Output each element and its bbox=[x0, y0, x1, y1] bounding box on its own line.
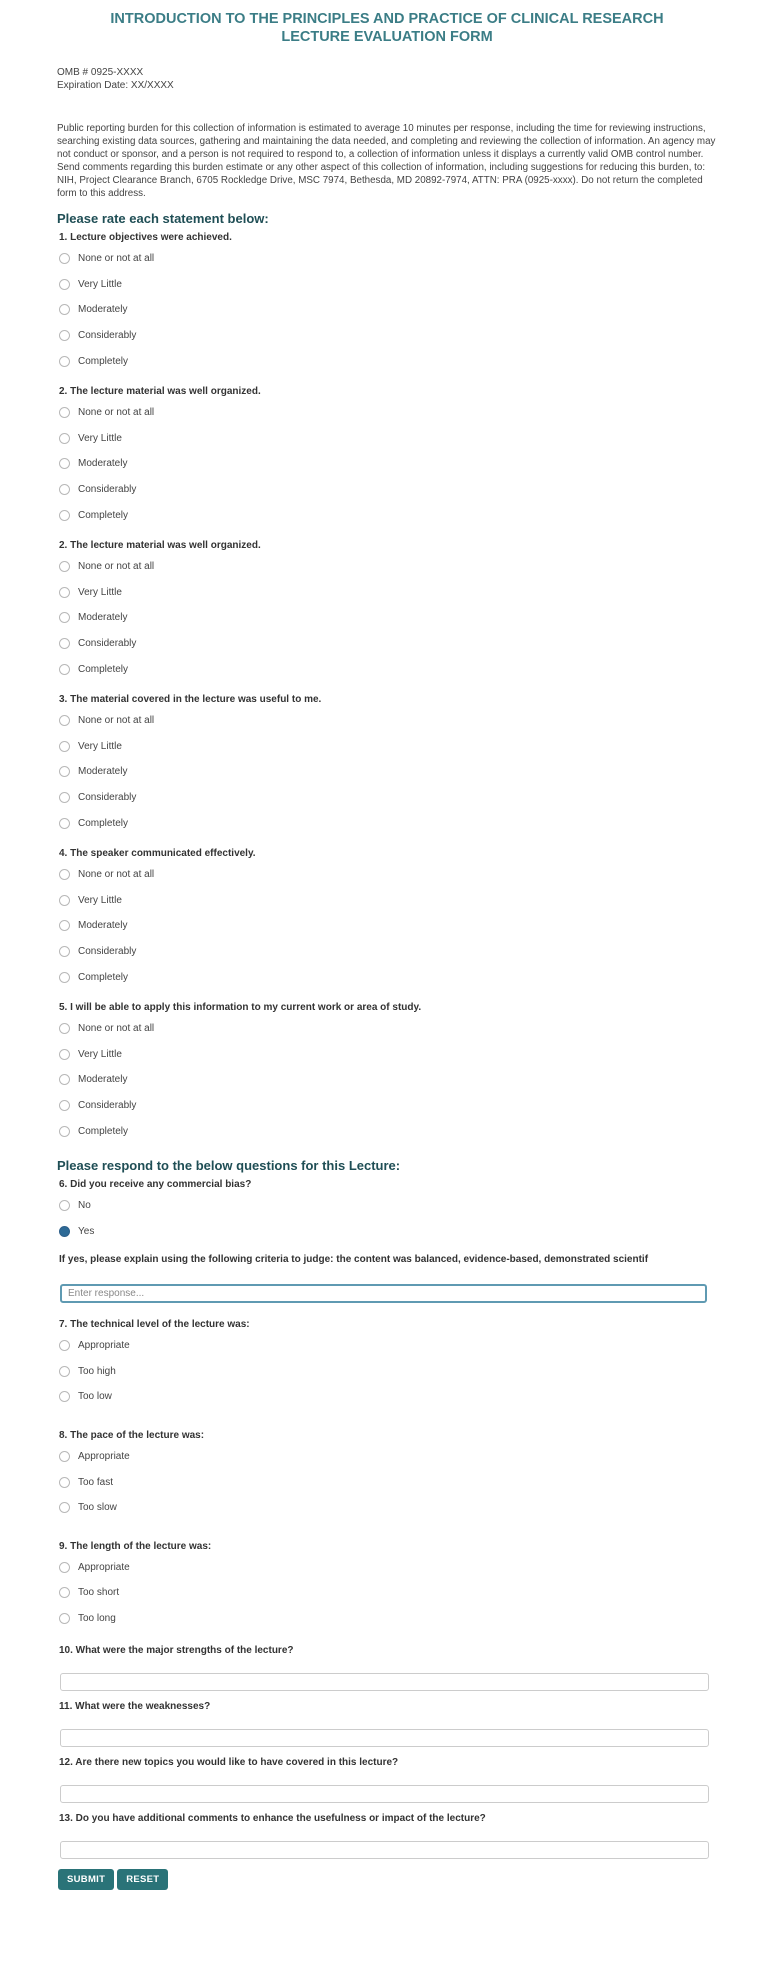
rating-option[interactable] bbox=[59, 272, 717, 298]
question-13 bbox=[59, 1811, 717, 1859]
radio-button[interactable] bbox=[59, 1340, 70, 1351]
rating-option[interactable] bbox=[59, 400, 717, 426]
rating-option-label: Considerably bbox=[78, 484, 137, 496]
rating-question-label: 1. Lecture objectives were achieved. bbox=[59, 232, 232, 243]
rating-option-label: Considerably bbox=[78, 791, 137, 803]
radio-button[interactable] bbox=[59, 458, 70, 469]
question-label: 11. What were the weaknesses? bbox=[59, 1701, 211, 1713]
rating-option[interactable] bbox=[59, 656, 717, 682]
answer-input-12[interactable] bbox=[60, 1785, 709, 1803]
rating-option[interactable] bbox=[59, 323, 717, 349]
radio-option[interactable] bbox=[59, 1359, 717, 1385]
rating-question bbox=[59, 692, 717, 836]
question-6 bbox=[59, 1177, 717, 1303]
radio-option-label: Yes bbox=[78, 1225, 95, 1237]
rating-option[interactable] bbox=[59, 887, 717, 913]
rating-option-label: Completely bbox=[78, 1125, 129, 1137]
radio-button[interactable] bbox=[59, 1391, 70, 1402]
radio-button[interactable] bbox=[59, 638, 70, 649]
rating-option[interactable] bbox=[59, 426, 717, 452]
radio-option[interactable] bbox=[59, 1495, 717, 1521]
answer-input-13[interactable] bbox=[60, 1841, 709, 1859]
radio-button[interactable] bbox=[59, 407, 70, 418]
radio-option-label: Appropriate bbox=[78, 1340, 130, 1352]
question-11 bbox=[59, 1699, 717, 1747]
radio-option[interactable] bbox=[59, 1333, 717, 1359]
radio-button[interactable] bbox=[59, 972, 70, 983]
rating-option[interactable] bbox=[59, 477, 717, 503]
radio-option-label: Too high bbox=[78, 1365, 116, 1377]
rating-option-label: Completely bbox=[78, 817, 129, 829]
rating-questions bbox=[57, 230, 717, 1144]
radio-button[interactable] bbox=[59, 587, 70, 598]
rating-option-label: Completely bbox=[78, 509, 129, 521]
rating-option[interactable] bbox=[59, 759, 717, 785]
choice-questions bbox=[57, 1317, 717, 1631]
rating-option-label: Very Little bbox=[78, 894, 122, 906]
radio-button[interactable] bbox=[59, 946, 70, 957]
rating-option-label: Moderately bbox=[78, 766, 128, 778]
radio-option-label: Too long bbox=[78, 1613, 116, 1625]
rating-option-label: None or not at all bbox=[78, 561, 155, 573]
rating-option[interactable] bbox=[59, 1041, 717, 1067]
rating-option[interactable] bbox=[59, 913, 717, 939]
expiration-date: Expiration Date: XX/XXXX bbox=[57, 80, 174, 91]
question-label: 9. The length of the lecture was: bbox=[59, 1540, 212, 1552]
question-label: 12. Are there new topics you would like to have covered in this lecture? bbox=[59, 1757, 399, 1769]
radio-button[interactable] bbox=[59, 792, 70, 803]
radio-option-label: Appropriate bbox=[78, 1451, 130, 1463]
rating-option-label: None or not at all bbox=[78, 715, 155, 727]
rating-option-label: Moderately bbox=[78, 1074, 128, 1086]
rating-question bbox=[59, 846, 717, 990]
rating-option-label: Very Little bbox=[78, 586, 122, 598]
question-label: 13. Do you have additional comments to enhance the usefulness or impact of the lecture? bbox=[59, 1813, 486, 1825]
radio-button[interactable] bbox=[59, 1587, 70, 1598]
rating-option-label: None or not at all bbox=[78, 869, 155, 881]
page-title: INTRODUCTION TO THE PRINCIPLES AND PRACTICE OF CLINICAL RESEARCH LECTURE EVALUATION FORM bbox=[110, 11, 664, 45]
radio-button[interactable] bbox=[59, 1502, 70, 1513]
rating-question bbox=[59, 230, 717, 374]
radio-button[interactable] bbox=[59, 1049, 70, 1060]
rating-option[interactable] bbox=[59, 246, 717, 272]
question-10 bbox=[59, 1643, 717, 1691]
question-12 bbox=[59, 1755, 717, 1803]
rating-option-label: Completely bbox=[78, 663, 129, 675]
rating-option[interactable] bbox=[59, 1118, 717, 1144]
rating-option[interactable] bbox=[59, 734, 717, 760]
radio-button[interactable] bbox=[59, 1100, 70, 1111]
answer-input-11[interactable] bbox=[60, 1729, 709, 1747]
radio-button[interactable] bbox=[59, 1126, 70, 1137]
rating-option[interactable] bbox=[59, 502, 717, 528]
radio-button[interactable] bbox=[59, 484, 70, 495]
rating-section-title: Please rate each statement below: bbox=[57, 211, 269, 226]
radio-option-no[interactable] bbox=[59, 1193, 717, 1219]
rating-option[interactable] bbox=[59, 348, 717, 374]
rating-question-label: 2. The lecture material was well organized. bbox=[59, 385, 261, 397]
radio-button[interactable] bbox=[59, 818, 70, 829]
radio-button[interactable] bbox=[59, 895, 70, 906]
rating-option-label: None or not at all bbox=[78, 253, 155, 265]
question-label: 8. The pace of the lecture was: bbox=[59, 1429, 205, 1441]
radio-button[interactable] bbox=[59, 304, 70, 315]
radio-button[interactable] bbox=[59, 741, 70, 752]
question-7 bbox=[59, 1317, 717, 1410]
radio-button[interactable] bbox=[59, 561, 70, 572]
radio-button[interactable] bbox=[59, 1023, 70, 1034]
radio-button[interactable] bbox=[59, 253, 70, 264]
rating-option-label: Moderately bbox=[78, 304, 128, 316]
answer-input-10[interactable] bbox=[60, 1673, 709, 1691]
rating-question bbox=[59, 538, 717, 682]
radio-button[interactable] bbox=[59, 766, 70, 777]
radio-button-selected[interactable] bbox=[59, 1226, 70, 1237]
rating-option-label: None or not at all bbox=[78, 1023, 155, 1035]
rating-option[interactable] bbox=[59, 708, 717, 734]
rating-option[interactable] bbox=[59, 297, 717, 323]
radio-button[interactable] bbox=[59, 510, 70, 521]
rating-option[interactable] bbox=[59, 862, 717, 888]
radio-button[interactable] bbox=[59, 869, 70, 880]
radio-option[interactable] bbox=[59, 1555, 717, 1581]
form-actions bbox=[58, 1869, 717, 1890]
text-questions bbox=[57, 1643, 717, 1859]
question-label: 7. The technical level of the lecture was: bbox=[59, 1319, 250, 1330]
radio-option-label: No bbox=[78, 1200, 91, 1212]
radio-button[interactable] bbox=[59, 1074, 70, 1085]
rating-question-label: 2. The lecture material was well organized. bbox=[59, 539, 261, 551]
radio-button[interactable] bbox=[59, 1200, 70, 1211]
rating-option-label: Moderately bbox=[78, 458, 128, 470]
rating-option-label: Considerably bbox=[78, 330, 137, 342]
rating-option[interactable] bbox=[59, 554, 717, 580]
rating-option[interactable] bbox=[59, 631, 717, 657]
rating-question-label: 4. The speaker communicated effectively. bbox=[59, 847, 256, 859]
rating-question bbox=[59, 384, 717, 528]
rating-option[interactable] bbox=[59, 939, 717, 965]
rating-option[interactable] bbox=[59, 605, 717, 631]
question-6-explain-label: If yes, please explain using the following criteria to judge: the content was balanced, evidence-based, demonstrated scientif bbox=[59, 1254, 649, 1265]
omb-number: OMB # 0925-XXXX bbox=[57, 67, 144, 78]
radio-button[interactable] bbox=[59, 330, 70, 341]
radio-button[interactable] bbox=[59, 664, 70, 675]
rating-option-label: Very Little bbox=[78, 278, 122, 290]
rating-option-label: Considerably bbox=[78, 1099, 137, 1111]
rating-option[interactable] bbox=[59, 810, 717, 836]
radio-button[interactable] bbox=[59, 1451, 70, 1462]
rating-option-label: Moderately bbox=[78, 920, 128, 932]
radio-button[interactable] bbox=[59, 1477, 70, 1488]
commercial-bias-explain-input[interactable] bbox=[60, 1284, 707, 1303]
rating-option-label: None or not at all bbox=[78, 407, 155, 419]
rating-option[interactable] bbox=[59, 451, 717, 477]
radio-option[interactable] bbox=[59, 1606, 717, 1632]
rating-option-label: Moderately bbox=[78, 612, 128, 624]
rating-option-label: Completely bbox=[78, 355, 129, 367]
radio-option[interactable] bbox=[59, 1444, 717, 1470]
radio-option[interactable] bbox=[59, 1469, 717, 1495]
response-section-title: Please respond to the below questions for this Lecture: bbox=[57, 1157, 401, 1173]
rating-option-label: Very Little bbox=[78, 740, 122, 752]
rating-option[interactable] bbox=[59, 1016, 717, 1042]
radio-option-label: Too fast bbox=[78, 1476, 114, 1488]
radio-option-label: Too short bbox=[78, 1587, 120, 1599]
question-9 bbox=[59, 1539, 717, 1632]
question-8 bbox=[59, 1428, 717, 1521]
radio-option-label: Too slow bbox=[78, 1502, 117, 1514]
radio-button[interactable] bbox=[59, 715, 70, 726]
radio-button[interactable] bbox=[59, 1613, 70, 1624]
submit-button[interactable]: SUBMIT bbox=[58, 1869, 114, 1890]
rating-option-label: Very Little bbox=[78, 1048, 122, 1060]
radio-button[interactable] bbox=[59, 356, 70, 367]
radio-option-label: Appropriate bbox=[78, 1561, 130, 1573]
rating-option[interactable] bbox=[59, 1093, 717, 1119]
radio-button[interactable] bbox=[59, 1366, 70, 1377]
radio-button[interactable] bbox=[59, 279, 70, 290]
rating-question-label: 5. I will be able to apply this information to my current work or area of study. bbox=[59, 1001, 422, 1013]
rating-question-label: 3. The material covered in the lecture was useful to me. bbox=[59, 693, 322, 705]
rating-option-label: Considerably bbox=[78, 945, 137, 957]
rating-option-label: Considerably bbox=[78, 638, 137, 650]
rating-option-label: Completely bbox=[78, 971, 129, 983]
radio-button[interactable] bbox=[59, 433, 70, 444]
question-label: 10. What were the major strengths of the lecture? bbox=[59, 1645, 294, 1657]
radio-option[interactable] bbox=[59, 1384, 717, 1410]
rating-option[interactable] bbox=[59, 580, 717, 606]
rating-option[interactable] bbox=[59, 785, 717, 811]
radio-button[interactable] bbox=[59, 920, 70, 931]
rating-option[interactable] bbox=[59, 964, 717, 990]
question-6-label: 6. Did you receive any commercial bias? bbox=[59, 1178, 252, 1190]
rating-option[interactable] bbox=[59, 1067, 717, 1093]
radio-button[interactable] bbox=[59, 612, 70, 623]
omb-info bbox=[57, 66, 717, 92]
radio-option-yes[interactable] bbox=[59, 1218, 717, 1244]
rating-question bbox=[59, 1000, 717, 1144]
radio-button[interactable] bbox=[59, 1562, 70, 1573]
reset-button[interactable]: RESET bbox=[117, 1869, 168, 1890]
rating-option-label: Very Little bbox=[78, 432, 122, 444]
radio-option-label: Too low bbox=[78, 1391, 112, 1403]
radio-option[interactable] bbox=[59, 1580, 717, 1606]
burden-statement: Public reporting burden for this collection of information is estimated to average 10 minutes per response, including the time for reviewing instructions, searching existing data sources, gathering and maintaining the data needed, and completing and reviewing the collection of information. An agency may not conduct or sponsor, and a person is not required to respond to, a collection of information unless it displays a currently valid OMB control number. Send comments regarding this burden estimate or any other aspect of this collection of information, including suggestions for reducing this burden, to: NIH, Project Clearance Branch, 6705 Rockledge Drive, MSC 7974, Bethesda, MD 20892-7974, ATTN: PRA (0925-xxxx). Do not return the completed form to this address. bbox=[57, 123, 716, 199]
